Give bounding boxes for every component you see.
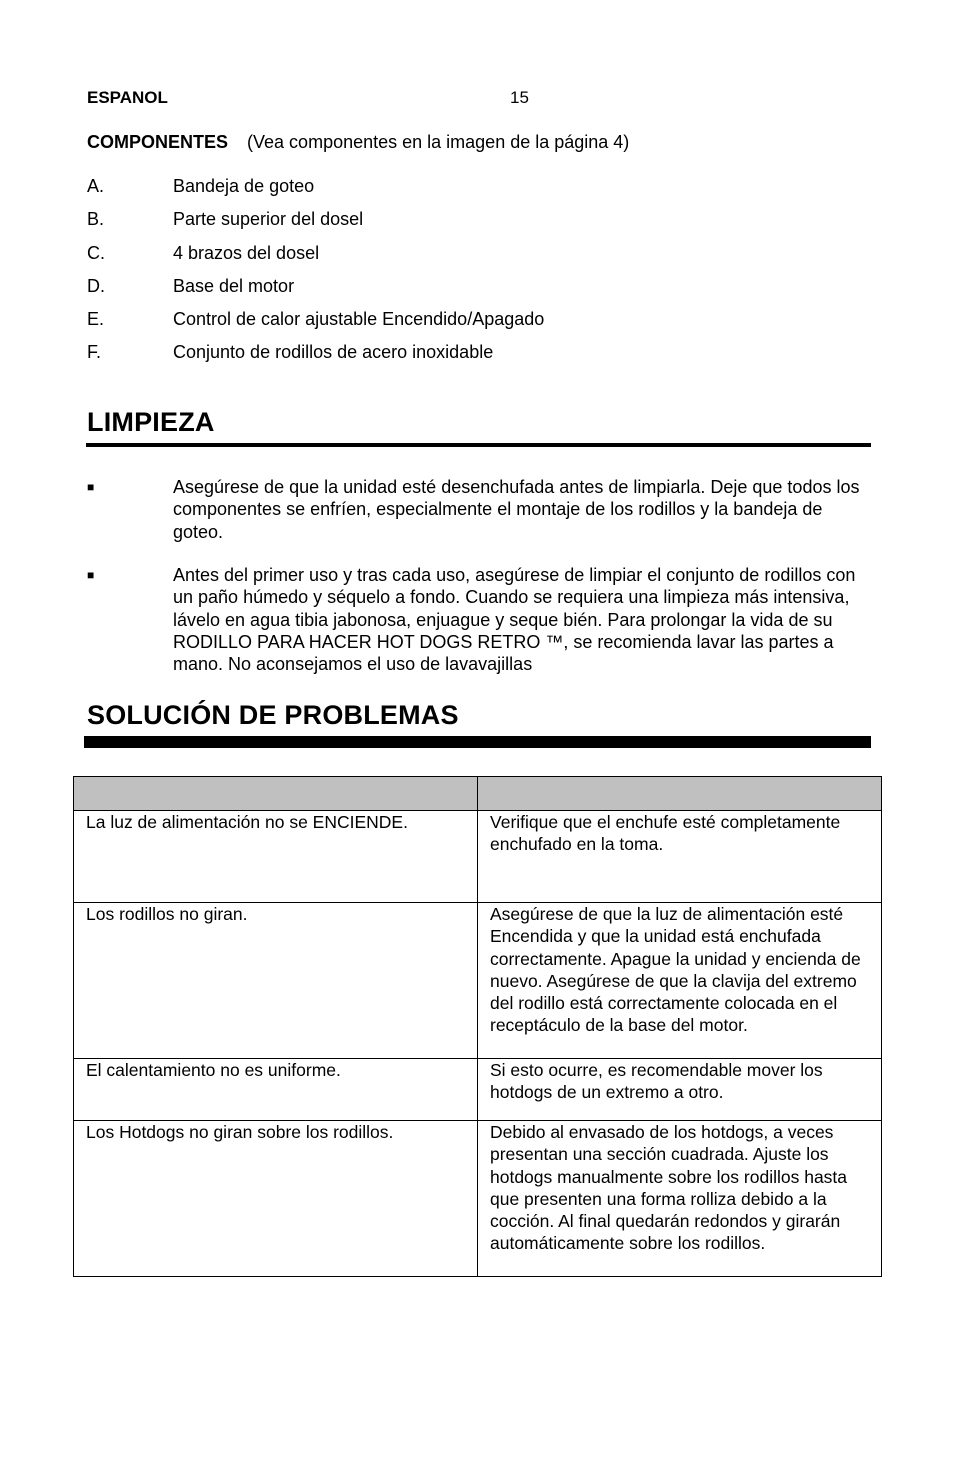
cleaning-bullet	[87, 564, 871, 675]
components-label: COMPONENTES	[87, 132, 229, 152]
component-item	[87, 342, 867, 375]
solution-cell: Asegúrese de que la luz de alimentación esté Encendida y que la unidad está enchufada correctamente. Apague la unidad y encienda de nuevo. Asegúrese de que la clavija del extremo del rodillo está correctamente colocada en el receptáculo de la base del motor.	[478, 903, 882, 1059]
solution-cell: Debido al envasado de los hotdogs, a veces presentan una sección cuadrada. Ajuste los hotdogs manualmente sobre los rodillos hasta que presenten una forma rolliza debido a la cocción. Al final quedarán redondos y girarán automáticamente sobre los rodillos.	[478, 1121, 882, 1277]
solution-cell: Verifique que el enchufe esté completamente enchufado en la toma.	[478, 811, 882, 903]
cleaning-section-title: LIMPIEZA	[87, 407, 215, 437]
problem-cell: Los rodillos no giran.	[74, 903, 478, 1059]
component-letter: D.	[87, 275, 105, 296]
table-row	[74, 1121, 882, 1277]
cleaning-bullet-text: Asegúrese de que la unidad esté desenchufada antes de limpiarla. Deje que todos los componentes se enfríen, especialmente el montaje de los rodillos y la bandeja de goteo.	[173, 477, 860, 542]
component-text: Conjunto de rodillos de acero inoxidable	[173, 342, 494, 363]
table-header-cell	[478, 777, 882, 811]
component-text: Base del motor	[173, 275, 295, 296]
page-number: 15	[510, 88, 529, 107]
troubleshooting-table	[73, 776, 882, 1277]
cleaning-bullet	[87, 476, 871, 543]
section-divider	[86, 443, 871, 447]
component-text: Parte superior del dosel	[173, 209, 364, 230]
component-letter: F.	[87, 342, 102, 363]
component-text: Bandeja de goteo	[173, 176, 315, 196]
troubleshooting-section-title: SOLUCIÓN DE PROBLEMAS	[87, 700, 459, 730]
bullet-icon: ■	[87, 480, 95, 494]
component-letter: C.	[87, 242, 105, 263]
section-divider	[84, 736, 871, 748]
component-text: 4 brazos del dosel	[173, 242, 320, 263]
table-row	[74, 1059, 882, 1121]
component-letter: E.	[87, 309, 105, 330]
solution-cell: Si esto ocurre, es recomendable mover los hotdogs de un extremo a otro.	[478, 1059, 882, 1121]
document-language-header: ESPANOL	[87, 88, 168, 107]
problem-cell: La luz de alimentación no se ENCIENDE.	[74, 811, 478, 903]
components-note: (Vea componentes en la imagen de la página 4)	[247, 132, 630, 152]
component-letter: B.	[87, 209, 105, 230]
component-item	[87, 176, 867, 209]
problem-cell: Los Hotdogs no giran sobre los rodillos.	[74, 1121, 478, 1277]
components-list	[87, 176, 867, 376]
component-text: Control de calor ajustable Encendido/Apagado	[173, 309, 545, 330]
table-header-cell	[74, 777, 478, 811]
problem-cell: El calentamiento no es uniforme.	[74, 1059, 478, 1121]
table-header-row	[74, 777, 882, 811]
component-item	[87, 209, 867, 242]
component-item	[87, 309, 867, 342]
components-heading	[87, 132, 629, 153]
cleaning-bullet-text: Antes del primer uso y tras cada uso, asegúrese de limpiar el conjunto de rodillos con un paño húmedo y séquelo a fondo. Cuando se requiera una limpieza más intensiva, lávelo en agua tibia jabonosa, enjuague y seque bién. Para prolongar la vida de su RODILLO PARA HACER HOT DOGS RETRO ™, se recomienda lavar las partes a mano. No aconsejamos el uso de lavavajillas	[173, 565, 856, 675]
component-item	[87, 276, 867, 309]
table-row	[74, 811, 882, 903]
table-row	[74, 903, 882, 1059]
component-letter: A.	[87, 176, 105, 196]
bullet-icon: ■	[87, 568, 95, 582]
component-item	[87, 243, 867, 276]
